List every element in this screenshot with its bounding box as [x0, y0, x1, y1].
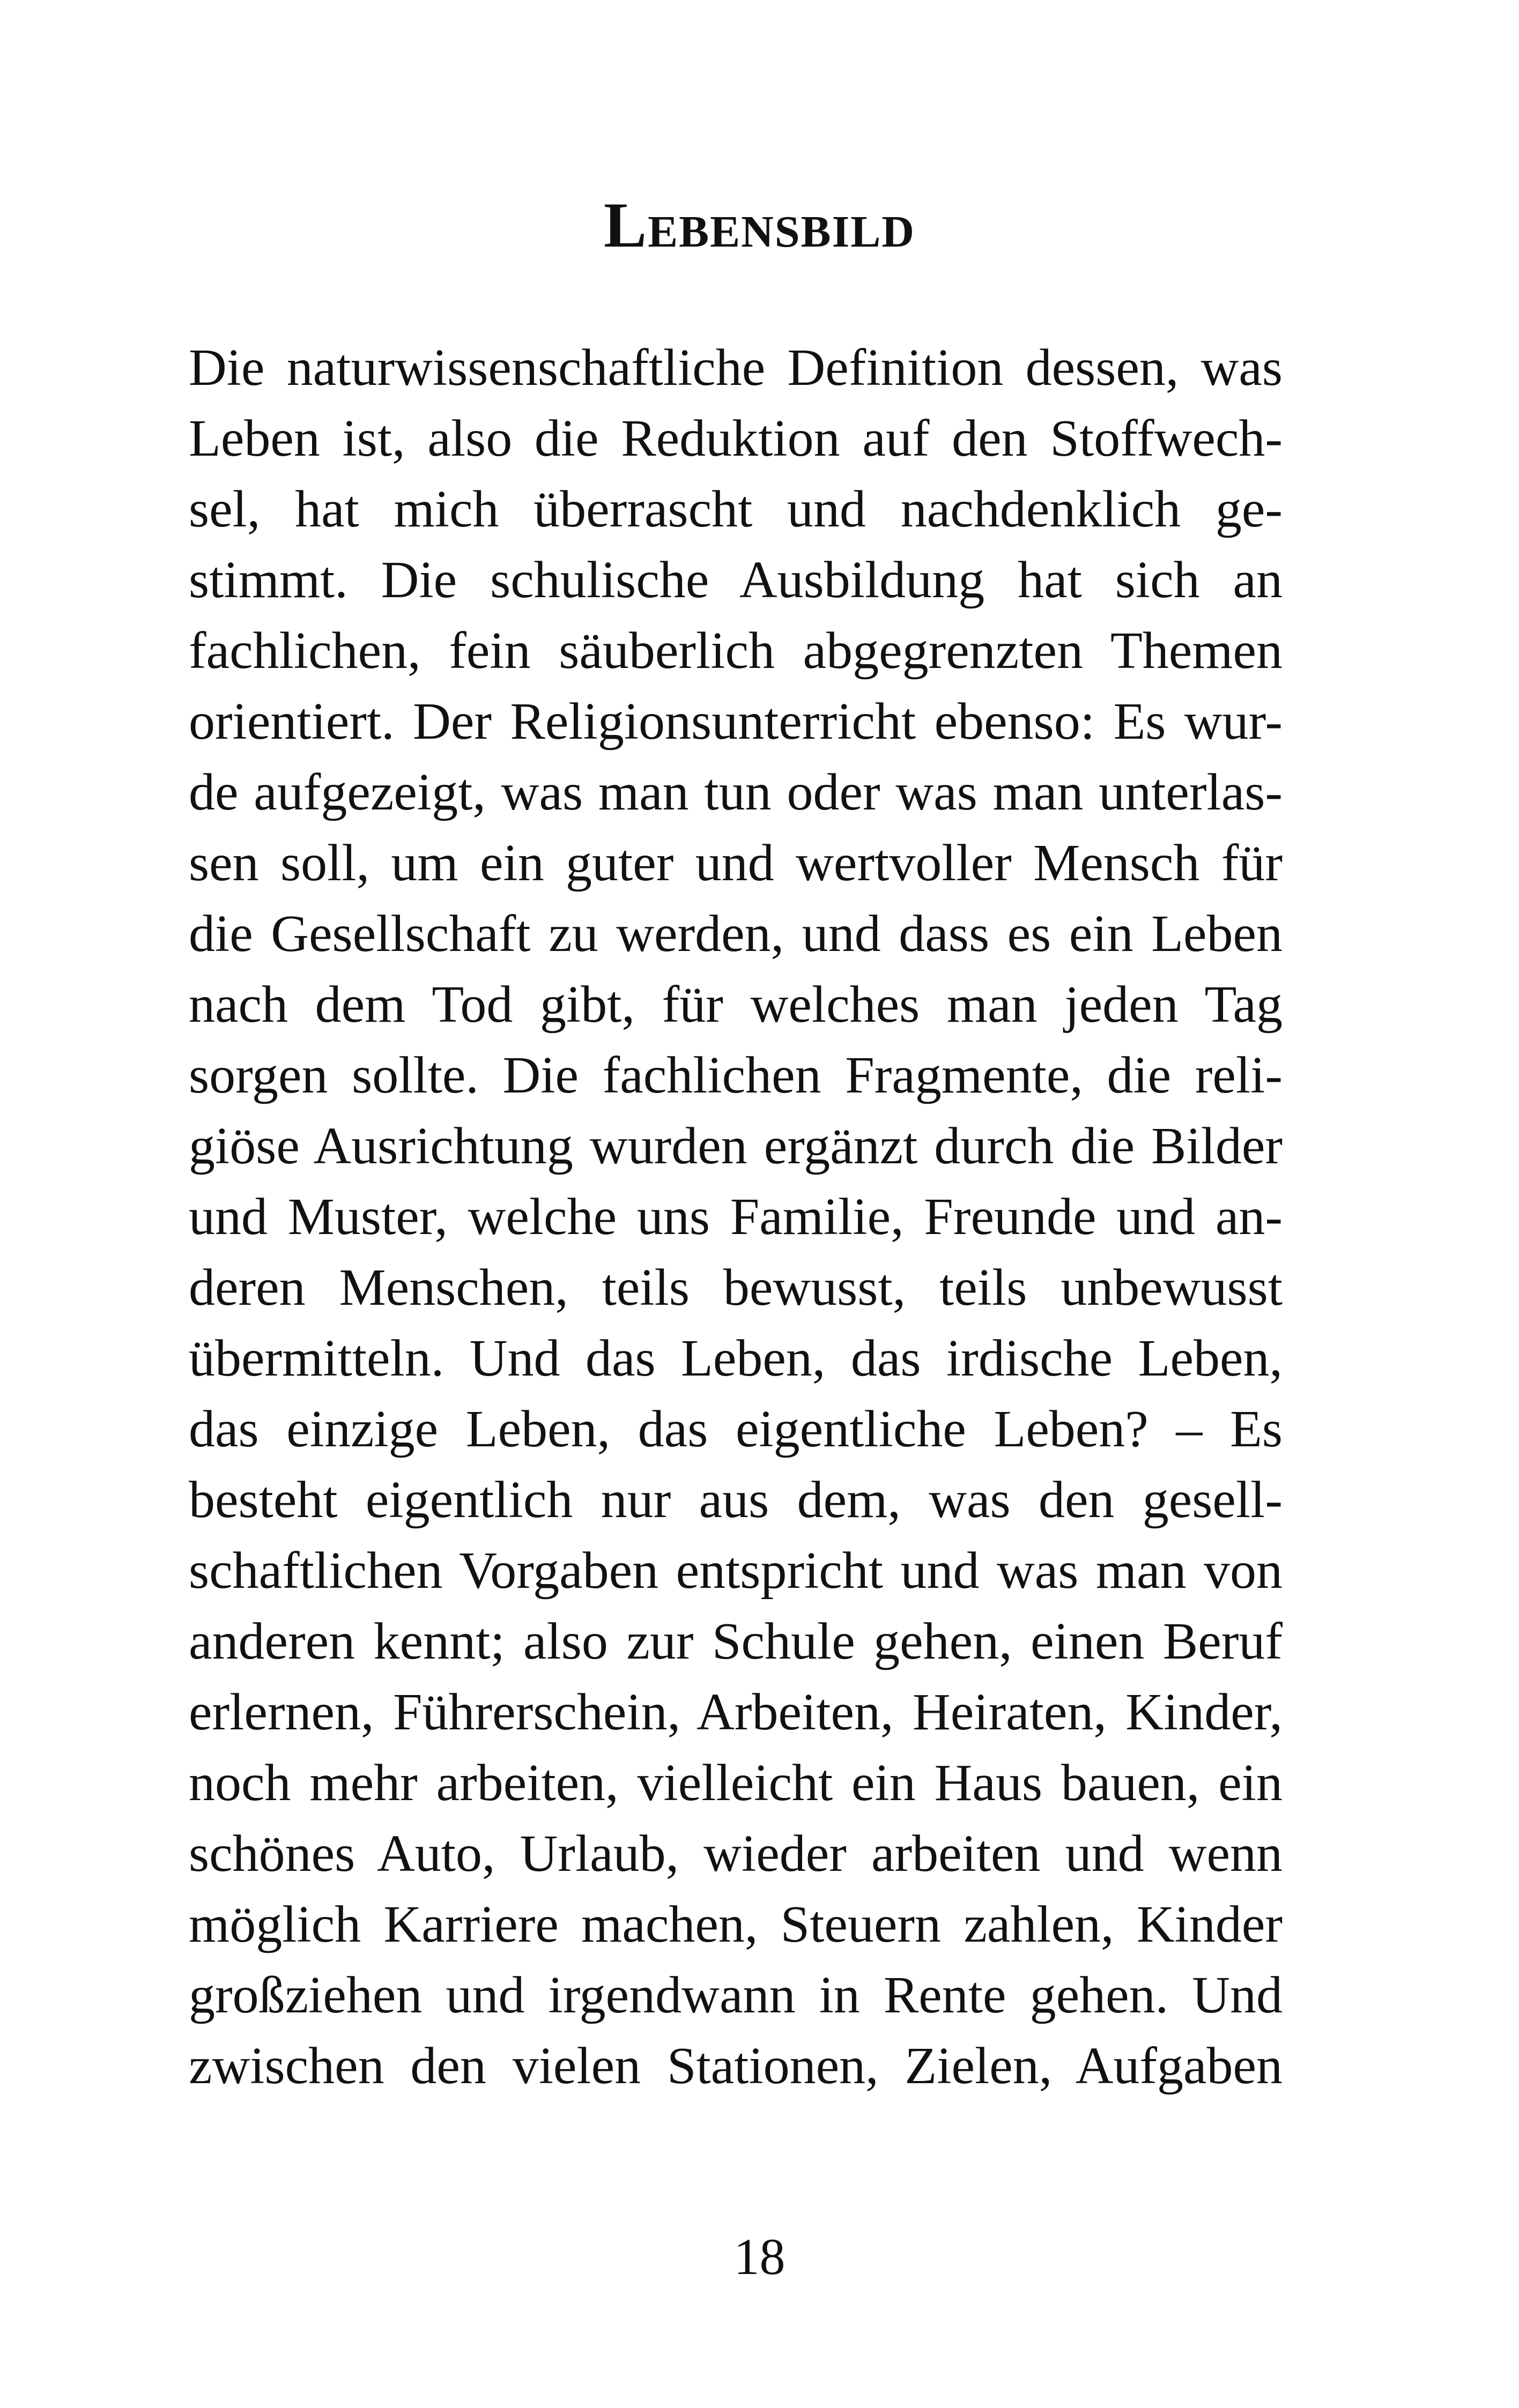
- text-line: giöse Ausrichtung wurden ergänzt durch die Bilder: [189, 1117, 1283, 1175]
- text-line: großziehen und irgendwann in Rente gehen. Und: [189, 1966, 1283, 2024]
- text-line: und Muster, welche uns Familie, Freunde und an-: [189, 1188, 1283, 1246]
- text-line: sen soll, um ein guter und wertvoller Mensch für: [189, 834, 1283, 892]
- text-line: übermitteln. Und das Leben, das irdische Leben,: [189, 1329, 1283, 1387]
- text-line: sorgen sollte. Die fachlichen Fragmente, die reli-: [189, 1046, 1283, 1104]
- text-line: de aufgezeigt, was man tun oder was man unterlas-: [189, 763, 1283, 821]
- text-line: stimmt. Die schulische Ausbildung hat sich an: [189, 551, 1283, 609]
- text-line: Leben ist, also die Reduktion auf den Stoffwech-: [189, 410, 1283, 467]
- text-line: anderen kennt; also zur Schule gehen, einen Beruf: [189, 1612, 1283, 1670]
- text-line: zwischen den vielen Stationen, Zielen, Aufgaben: [189, 2037, 1283, 2095]
- text-line: sel, hat mich überrascht und nachdenklich ge-: [189, 480, 1283, 538]
- body-text: [189, 332, 1283, 2101]
- text-line: erlernen, Führerschein, Arbeiten, Heiraten, Kinder,: [189, 1683, 1283, 1741]
- text-line: schaftlichen Vorgaben entspricht und was man von: [189, 1542, 1283, 1600]
- text-line: das einzige Leben, das eigentliche Leben? – Es: [189, 1400, 1283, 1458]
- text-line: die Gesellschaft zu werden, und dass es ein Leben: [189, 905, 1283, 963]
- text-line: besteht eigentlich nur aus dem, was den gesell-: [189, 1471, 1283, 1529]
- page-number: 18: [733, 2228, 786, 2285]
- text-line: deren Menschen, teils bewusst, teils unbewusst: [189, 1259, 1283, 1317]
- text-line: nach dem Tod gibt, für welches man jeden Tag: [189, 976, 1283, 1034]
- text-line: möglich Karriere machen, Steuern zahlen, Kinder: [189, 1896, 1283, 1953]
- text-line: fachlichen, fein säuberlich abgegrenzten Themen: [189, 622, 1283, 680]
- chapter-title: Lebensbild: [604, 189, 915, 261]
- text-line: Die naturwissenschaftliche Definition dessen, was: [189, 339, 1283, 397]
- text-line: orientiert. Der Religionsunterricht ebenso: Es wur-: [189, 693, 1283, 750]
- text-line: noch mehr arbeiten, vielleicht ein Haus bauen, ein: [189, 1754, 1283, 1812]
- text-line: schönes Auto, Urlaub, wieder arbeiten und wenn: [189, 1825, 1283, 1883]
